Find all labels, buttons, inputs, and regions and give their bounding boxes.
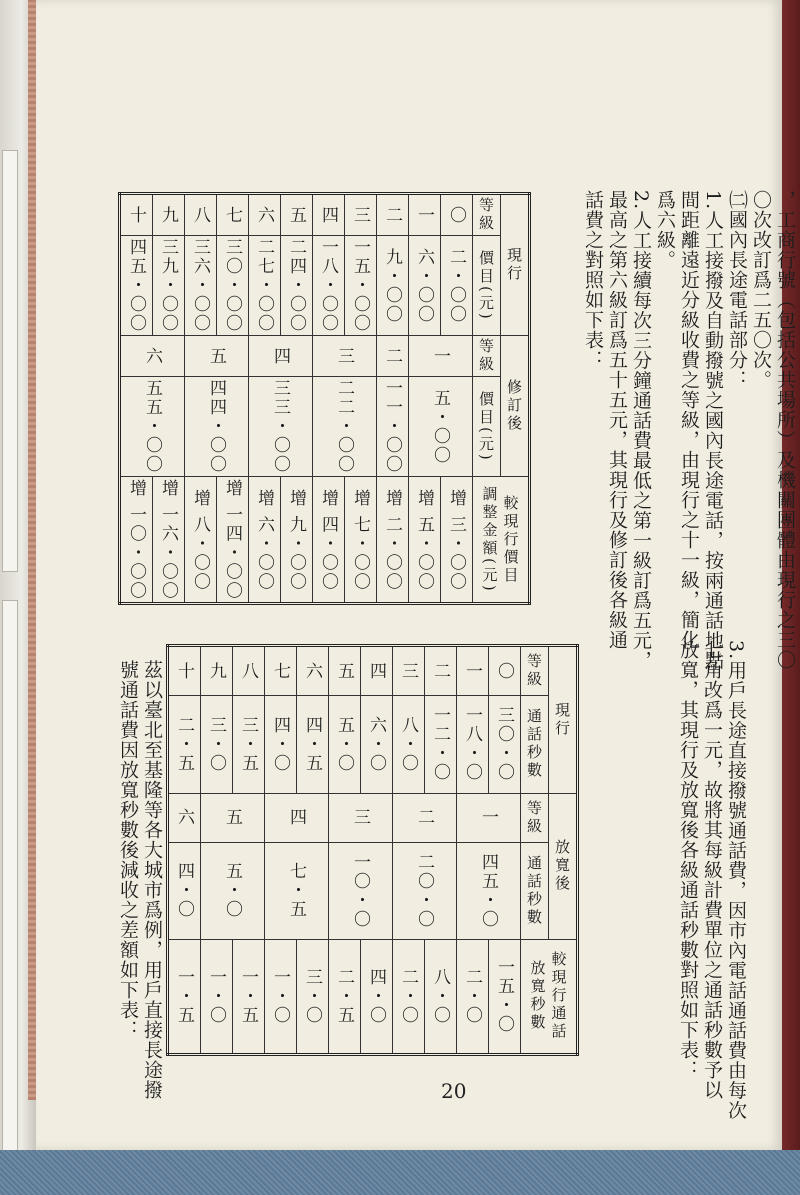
- cell-relaxed-seconds: 二〇・〇: [393, 842, 457, 939]
- text-line: 茲以臺北至基隆等各大城市爲例，用戶直接長途撥: [141, 660, 163, 1100]
- cell-grade: 三: [393, 646, 425, 696]
- cell-adjust: 增 五・〇〇: [409, 477, 441, 604]
- text-line: 號通話費因放寬秒數後減收之差額如下表：: [117, 660, 139, 1040]
- header-adjust: [473, 477, 530, 604]
- text-line: 〇次改訂爲二五〇次。: [750, 190, 772, 390]
- text-line: 話費之對照如下表：: [582, 190, 604, 370]
- cell-grade: 二: [425, 646, 457, 696]
- text-line: 間距離遠近分級收費之等級，由現行之十一級，簡化: [678, 190, 700, 650]
- cell-revised-price: 一一・〇〇: [377, 377, 409, 477]
- col-grade-revised: 等級: [473, 336, 501, 377]
- cell-grade: 六: [297, 646, 329, 696]
- cell-grade: 五: [329, 646, 361, 696]
- col-price: 價目(元): [473, 236, 501, 336]
- text-line: 2.人工接續每次三分鐘通話費最低之第一級訂爲五元，: [630, 190, 652, 671]
- cell-price: 六・〇〇: [409, 236, 441, 336]
- cell-relaxed-grade: 六: [168, 793, 201, 842]
- cell-revised-price: 二二・〇〇: [313, 377, 377, 477]
- paragraph-direct-dial: [676, 640, 748, 1121]
- cell-seconds: 三・五: [233, 696, 265, 793]
- cell-relax: 八・〇: [425, 939, 457, 1054]
- cell-grade: 四: [313, 194, 345, 236]
- text-line: 1.人工接撥及自動撥號之國內長途電話，按兩通話地點: [702, 190, 724, 671]
- cell-grade: 八: [233, 646, 265, 696]
- cell-relax: 四・〇: [361, 939, 393, 1054]
- cell-relaxed-seconds: 一〇・〇: [329, 842, 393, 939]
- cell-grade: 八: [185, 194, 217, 236]
- text-line: 3.用戶長途直接撥號通話費，因市內電話通話費由每次: [725, 640, 747, 1121]
- cell-grade: 〇: [489, 646, 521, 696]
- cell-grade: 十: [168, 646, 201, 696]
- cell-relax: 二・〇: [393, 939, 425, 1054]
- header-compare: [521, 939, 578, 1054]
- cell-grade: 三: [345, 194, 377, 236]
- cell-revised-grade: 四: [249, 336, 313, 377]
- cell-relaxed-grade: 一: [457, 793, 521, 842]
- cell-grade: 一: [457, 646, 489, 696]
- cell-seconds: 五・〇: [329, 696, 361, 793]
- text-line: ㈡國內長途電話部分：: [726, 190, 748, 390]
- cell-seconds: 二・五: [168, 696, 201, 793]
- cell-revised-grade: 五: [185, 336, 249, 377]
- cell-revised-grade: 一: [409, 336, 473, 377]
- cell-price: 一八・〇〇: [313, 236, 345, 336]
- cell-price: 三六・〇〇: [185, 236, 217, 336]
- header-adjust-sub: 調整金額(元): [480, 485, 499, 594]
- col-price-revised: 價目(元): [473, 377, 501, 477]
- cell-seconds: 八・〇: [393, 696, 425, 793]
- cell-adjust: 增 九・〇〇: [281, 477, 313, 604]
- cell-grade: 〇: [441, 194, 473, 236]
- adjacent-page-strip: [2, 150, 18, 572]
- col-grade: 等級: [521, 646, 549, 696]
- cell-relax: 一五・〇: [489, 939, 521, 1054]
- cell-seconds: 三〇・〇: [489, 696, 521, 793]
- cell-adjust: 增 三・〇〇: [441, 477, 473, 604]
- cell-relaxed-grade: 三: [329, 793, 393, 842]
- cell-relaxed-seconds: 五・〇: [201, 842, 265, 939]
- cell-grade: 四: [361, 646, 393, 696]
- text-line: 爲六級。: [654, 190, 676, 270]
- book-cloth-bottom: [0, 1150, 800, 1195]
- cell-seconds: 六・〇: [361, 696, 393, 793]
- header-adjust-top: 較現行價目: [501, 494, 520, 585]
- cell-seconds: 四・〇: [265, 696, 297, 793]
- cell-seconds: 三・〇: [201, 696, 233, 793]
- cell-relax: 三・〇: [297, 939, 329, 1054]
- cell-seconds: 一二・〇: [425, 696, 457, 793]
- col-grade: 等級: [473, 194, 501, 236]
- cell-relax: 一・〇: [265, 939, 297, 1054]
- cell-grade: 六: [249, 194, 281, 236]
- header-compare-top: 較現行通話: [549, 951, 568, 1042]
- text-line: ，工商行號（包括公共場所）及機關團體由現行之三〇: [774, 190, 796, 670]
- cell-relax: 二・〇: [457, 939, 489, 1054]
- cell-grade: 五: [281, 194, 313, 236]
- cell-adjust: 增 一四・〇〇: [217, 477, 249, 604]
- header-current: 現行: [501, 194, 530, 336]
- cell-relaxed-grade: 二: [393, 793, 457, 842]
- cell-grade: 七: [217, 194, 249, 236]
- cell-price: 三九・〇〇: [153, 236, 185, 336]
- header-revised: 修訂後: [501, 336, 530, 477]
- header-compare-sub: 放寬秒數: [528, 960, 547, 1033]
- cell-price: 二七・〇〇: [249, 236, 281, 336]
- cell-relax: 一・五: [168, 939, 201, 1054]
- rate-table-manual: [118, 192, 531, 605]
- cell-revised-price: 五五・〇〇: [120, 377, 185, 477]
- cell-adjust: 增 七・〇〇: [345, 477, 377, 604]
- cell-relaxed-seconds: 七・五: [265, 842, 329, 939]
- header-current: 現行: [549, 646, 578, 794]
- cell-grade: 二: [377, 194, 409, 236]
- cell-price: 二・〇〇: [441, 236, 473, 336]
- cell-grade: 九: [153, 194, 185, 236]
- cell-price: 一五・〇〇: [345, 236, 377, 336]
- seconds-table-direct-dial: [166, 644, 579, 1056]
- cell-price: 三〇・〇〇: [217, 236, 249, 336]
- cell-adjust: 增 二・〇〇: [377, 477, 409, 604]
- cell-relax: 一・〇: [201, 939, 233, 1054]
- paragraph-long-distance: [581, 190, 797, 671]
- cell-revised-price: 三三・〇〇: [249, 377, 313, 477]
- cell-seconds: 一八・〇: [457, 696, 489, 793]
- cell-grade: 九: [201, 646, 233, 696]
- paragraph-example: [116, 660, 164, 1100]
- book-page: [36, 0, 796, 1150]
- cell-relax: 一・五: [233, 939, 265, 1054]
- cell-seconds: 四・五: [297, 696, 329, 793]
- text-line: 最高之第六級訂爲五十五元，其現行及修訂後各級通: [606, 190, 628, 650]
- cell-price: 四五・〇〇: [120, 236, 153, 336]
- cell-revised-price: 四四・〇〇: [185, 377, 249, 477]
- header-relaxed: 放寬後: [549, 793, 578, 939]
- cell-relax: 二・五: [329, 939, 361, 1054]
- adjacent-page-strip: [2, 600, 18, 1162]
- cell-adjust: 增 一〇・〇〇: [120, 477, 153, 604]
- text-line: 放寬，其現行及放寬後各級通話秒數對照如下表：: [677, 640, 699, 1080]
- cell-price: 二四・〇〇: [281, 236, 313, 336]
- cell-adjust: 增 一六・〇〇: [153, 477, 185, 604]
- cell-relaxed-seconds: 四五・〇: [457, 842, 521, 939]
- cell-relaxed-grade: 四: [265, 793, 329, 842]
- cell-grade: 十: [120, 194, 153, 236]
- cell-revised-grade: 六: [120, 336, 185, 377]
- cell-relaxed-seconds: 四・〇: [168, 842, 201, 939]
- col-grade-relaxed: 等級: [521, 793, 549, 842]
- cell-revised-grade: 三: [313, 336, 377, 377]
- text-line: 七角改爲一元，故將其每級計費單位之通話秒數予以: [701, 640, 723, 1100]
- col-seconds: 通話秒數: [521, 696, 549, 793]
- cell-relaxed-grade: 五: [201, 793, 265, 842]
- cell-revised-price: 五・〇〇: [409, 377, 473, 477]
- cell-adjust: 增 四・〇〇: [313, 477, 345, 604]
- page-number: 20: [441, 1079, 467, 1103]
- cell-price: 九・〇〇: [377, 236, 409, 336]
- cell-adjust: 增 六・〇〇: [249, 477, 281, 604]
- cell-adjust: 增 八・〇〇: [185, 477, 217, 604]
- cell-grade: 七: [265, 646, 297, 696]
- cell-revised-grade: 二: [377, 336, 409, 377]
- cell-grade: 一: [409, 194, 441, 236]
- col-seconds-relaxed: 通話秒數: [521, 842, 549, 939]
